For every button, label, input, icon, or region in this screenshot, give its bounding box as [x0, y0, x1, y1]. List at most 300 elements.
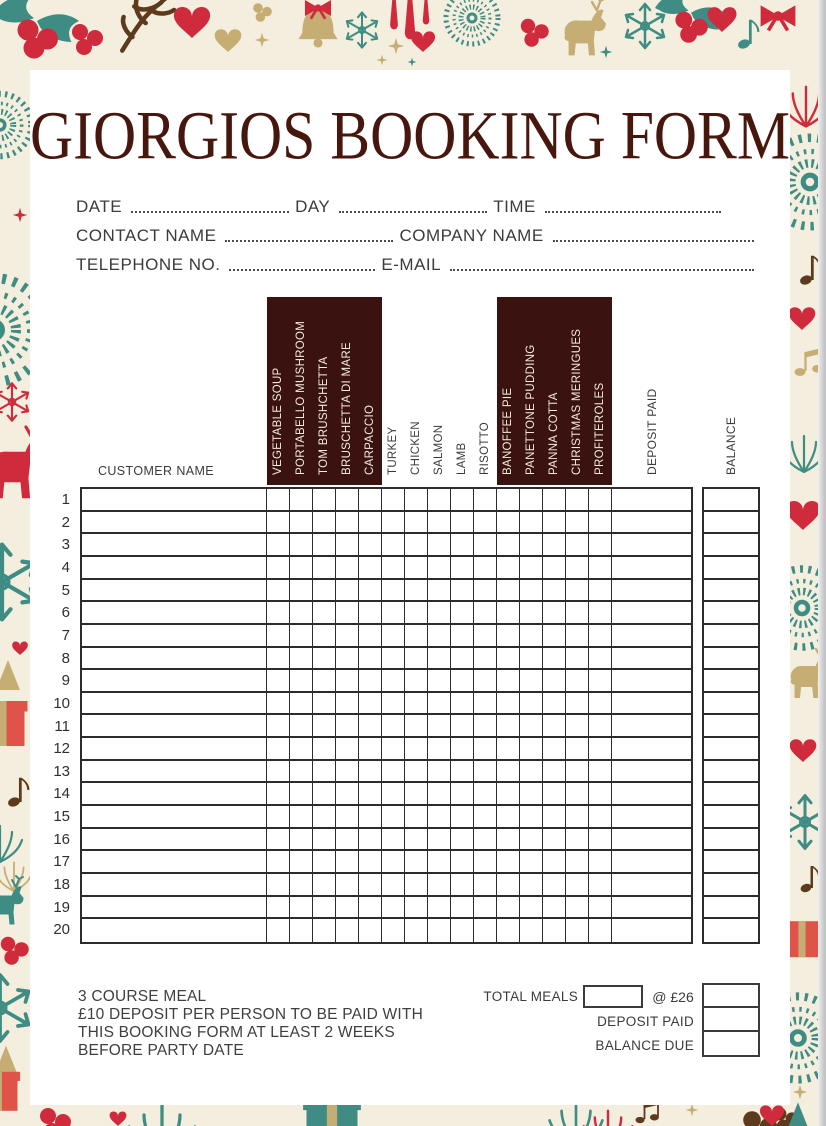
balance-cell[interactable]	[704, 738, 758, 761]
meal-select-cell[interactable]	[359, 534, 382, 557]
meal-select-cell[interactable]	[497, 874, 520, 897]
meal-select-cell[interactable]	[543, 761, 566, 784]
meal-select-cell[interactable]	[336, 648, 359, 671]
meal-select-cell[interactable]	[405, 602, 428, 625]
deposit-paid-box[interactable]	[704, 1008, 758, 1031]
meal-select-cell[interactable]	[267, 580, 290, 603]
meal-select-cell[interactable]	[313, 919, 336, 942]
meal-select-cell[interactable]	[451, 602, 474, 625]
meal-select-cell[interactable]	[543, 648, 566, 671]
meal-select-cell[interactable]	[497, 580, 520, 603]
customer-name-cell[interactable]	[82, 625, 267, 648]
deposit-paid-cell[interactable]	[612, 806, 691, 829]
deposit-paid-cell[interactable]	[612, 738, 691, 761]
meal-select-cell[interactable]	[520, 489, 543, 512]
meal-select-cell[interactable]	[451, 534, 474, 557]
meal-select-cell[interactable]	[313, 761, 336, 784]
meal-select-cell[interactable]	[428, 829, 451, 852]
meal-select-cell[interactable]	[267, 761, 290, 784]
meal-select-cell[interactable]	[520, 670, 543, 693]
customer-name-cell[interactable]	[82, 897, 267, 920]
meal-select-cell[interactable]	[428, 851, 451, 874]
meal-select-cell[interactable]	[566, 580, 589, 603]
meal-select-cell[interactable]	[497, 648, 520, 671]
deposit-paid-cell[interactable]	[612, 897, 691, 920]
meal-select-cell[interactable]	[543, 783, 566, 806]
customer-name-cell[interactable]	[82, 738, 267, 761]
meal-select-cell[interactable]	[589, 602, 612, 625]
meal-select-cell[interactable]	[543, 829, 566, 852]
meal-select-cell[interactable]	[451, 512, 474, 535]
deposit-paid-cell[interactable]	[612, 580, 691, 603]
meal-select-cell[interactable]	[405, 693, 428, 716]
meal-select-cell[interactable]	[520, 874, 543, 897]
meal-select-cell[interactable]	[543, 670, 566, 693]
meal-select-cell[interactable]	[543, 693, 566, 716]
meal-select-cell[interactable]	[428, 897, 451, 920]
meal-select-cell[interactable]	[520, 580, 543, 603]
total-amount-box[interactable]	[704, 985, 758, 1008]
customer-name-cell[interactable]	[82, 715, 267, 738]
meal-select-cell[interactable]	[451, 489, 474, 512]
meal-select-cell[interactable]	[405, 557, 428, 580]
meal-select-cell[interactable]	[520, 693, 543, 716]
meal-select-cell[interactable]	[267, 874, 290, 897]
meal-select-cell[interactable]	[267, 806, 290, 829]
meal-select-cell[interactable]	[451, 715, 474, 738]
meal-select-cell[interactable]	[543, 919, 566, 942]
meal-select-cell[interactable]	[451, 874, 474, 897]
meal-select-cell[interactable]	[267, 512, 290, 535]
meal-select-cell[interactable]	[405, 897, 428, 920]
meal-select-cell[interactable]	[497, 512, 520, 535]
meal-select-cell[interactable]	[382, 851, 405, 874]
meal-select-cell[interactable]	[405, 715, 428, 738]
meal-select-cell[interactable]	[428, 874, 451, 897]
meal-select-cell[interactable]	[313, 670, 336, 693]
meal-select-cell[interactable]	[267, 625, 290, 648]
meal-select-cell[interactable]	[589, 919, 612, 942]
meal-select-cell[interactable]	[497, 625, 520, 648]
meal-select-cell[interactable]	[313, 534, 336, 557]
balance-cell[interactable]	[704, 919, 758, 942]
meal-select-cell[interactable]	[520, 806, 543, 829]
meal-select-cell[interactable]	[520, 783, 543, 806]
meal-select-cell[interactable]	[267, 715, 290, 738]
meal-select-cell[interactable]	[520, 602, 543, 625]
meal-select-cell[interactable]	[474, 602, 497, 625]
meal-select-cell[interactable]	[520, 625, 543, 648]
balance-cell[interactable]	[704, 557, 758, 580]
meal-select-cell[interactable]	[405, 783, 428, 806]
meal-select-cell[interactable]	[336, 897, 359, 920]
contact-name-input-line[interactable]	[225, 238, 393, 242]
meal-select-cell[interactable]	[313, 648, 336, 671]
meal-select-cell[interactable]	[589, 580, 612, 603]
meal-select-cell[interactable]	[290, 829, 313, 852]
meal-select-cell[interactable]	[290, 783, 313, 806]
customer-name-cell[interactable]	[82, 489, 267, 512]
meal-select-cell[interactable]	[566, 648, 589, 671]
meal-select-cell[interactable]	[405, 648, 428, 671]
meal-select-cell[interactable]	[405, 670, 428, 693]
meal-select-cell[interactable]	[382, 670, 405, 693]
meal-select-cell[interactable]	[359, 919, 382, 942]
meal-select-cell[interactable]	[267, 851, 290, 874]
customer-name-cell[interactable]	[82, 829, 267, 852]
meal-select-cell[interactable]	[405, 534, 428, 557]
meal-select-cell[interactable]	[359, 806, 382, 829]
meal-select-cell[interactable]	[405, 919, 428, 942]
meal-select-cell[interactable]	[405, 874, 428, 897]
deposit-paid-cell[interactable]	[612, 670, 691, 693]
meal-select-cell[interactable]	[520, 829, 543, 852]
meal-select-cell[interactable]	[474, 693, 497, 716]
balance-cell[interactable]	[704, 693, 758, 716]
email-input-line[interactable]	[450, 267, 754, 271]
meal-select-cell[interactable]	[589, 625, 612, 648]
meal-select-cell[interactable]	[290, 534, 313, 557]
meal-select-cell[interactable]	[382, 897, 405, 920]
meal-select-cell[interactable]	[405, 829, 428, 852]
customer-name-cell[interactable]	[82, 693, 267, 716]
meal-select-cell[interactable]	[474, 874, 497, 897]
meal-select-cell[interactable]	[474, 806, 497, 829]
deposit-paid-cell[interactable]	[612, 693, 691, 716]
meal-select-cell[interactable]	[336, 806, 359, 829]
meal-select-cell[interactable]	[589, 897, 612, 920]
meal-select-cell[interactable]	[382, 489, 405, 512]
meal-select-cell[interactable]	[382, 648, 405, 671]
meal-select-cell[interactable]	[428, 512, 451, 535]
meal-select-cell[interactable]	[359, 625, 382, 648]
meal-select-cell[interactable]	[382, 761, 405, 784]
meal-select-cell[interactable]	[497, 534, 520, 557]
meal-select-cell[interactable]	[543, 580, 566, 603]
meal-select-cell[interactable]	[267, 897, 290, 920]
meal-select-cell[interactable]	[359, 783, 382, 806]
meal-select-cell[interactable]	[336, 489, 359, 512]
meal-select-cell[interactable]	[451, 919, 474, 942]
meal-select-cell[interactable]	[290, 919, 313, 942]
meal-select-cell[interactable]	[405, 489, 428, 512]
meal-select-cell[interactable]	[336, 693, 359, 716]
customer-name-cell[interactable]	[82, 670, 267, 693]
meal-select-cell[interactable]	[497, 602, 520, 625]
deposit-paid-cell[interactable]	[612, 648, 691, 671]
meal-select-cell[interactable]	[589, 648, 612, 671]
meal-select-cell[interactable]	[474, 851, 497, 874]
deposit-paid-cell[interactable]	[612, 489, 691, 512]
meal-select-cell[interactable]	[382, 557, 405, 580]
meal-select-cell[interactable]	[520, 738, 543, 761]
meal-select-cell[interactable]	[359, 602, 382, 625]
meal-select-cell[interactable]	[359, 670, 382, 693]
meal-select-cell[interactable]	[497, 783, 520, 806]
meal-select-cell[interactable]	[474, 761, 497, 784]
date-input-line[interactable]	[131, 209, 289, 213]
deposit-paid-cell[interactable]	[612, 829, 691, 852]
meal-select-cell[interactable]	[474, 648, 497, 671]
meal-select-cell[interactable]	[313, 829, 336, 852]
meal-select-cell[interactable]	[543, 738, 566, 761]
meal-select-cell[interactable]	[451, 851, 474, 874]
meal-select-cell[interactable]	[267, 670, 290, 693]
meal-select-cell[interactable]	[267, 602, 290, 625]
meal-select-cell[interactable]	[359, 512, 382, 535]
balance-cell[interactable]	[704, 715, 758, 738]
meal-select-cell[interactable]	[451, 693, 474, 716]
meal-select-cell[interactable]	[336, 512, 359, 535]
meal-select-cell[interactable]	[451, 897, 474, 920]
meal-select-cell[interactable]	[474, 625, 497, 648]
meal-select-cell[interactable]	[543, 806, 566, 829]
meal-select-cell[interactable]	[589, 761, 612, 784]
meal-select-cell[interactable]	[589, 738, 612, 761]
meal-select-cell[interactable]	[589, 489, 612, 512]
meal-select-cell[interactable]	[290, 874, 313, 897]
meal-select-cell[interactable]	[543, 602, 566, 625]
meal-select-cell[interactable]	[336, 829, 359, 852]
deposit-paid-cell[interactable]	[612, 919, 691, 942]
meal-select-cell[interactable]	[566, 738, 589, 761]
deposit-paid-cell[interactable]	[612, 715, 691, 738]
meal-select-cell[interactable]	[313, 874, 336, 897]
balance-cell[interactable]	[704, 625, 758, 648]
meal-select-cell[interactable]	[497, 806, 520, 829]
meal-select-cell[interactable]	[589, 512, 612, 535]
meal-select-cell[interactable]	[290, 625, 313, 648]
meal-select-cell[interactable]	[336, 874, 359, 897]
company-name-input-line[interactable]	[553, 238, 754, 242]
meal-select-cell[interactable]	[451, 829, 474, 852]
meal-select-cell[interactable]	[451, 738, 474, 761]
meal-select-cell[interactable]	[313, 806, 336, 829]
meal-select-cell[interactable]	[474, 580, 497, 603]
meal-select-cell[interactable]	[566, 761, 589, 784]
meal-select-cell[interactable]	[589, 851, 612, 874]
meal-select-cell[interactable]	[267, 783, 290, 806]
meal-select-cell[interactable]	[451, 806, 474, 829]
meal-select-cell[interactable]	[566, 557, 589, 580]
meal-select-cell[interactable]	[566, 512, 589, 535]
meal-select-cell[interactable]	[428, 693, 451, 716]
meal-select-cell[interactable]	[520, 919, 543, 942]
meal-select-cell[interactable]	[497, 897, 520, 920]
deposit-paid-cell[interactable]	[612, 625, 691, 648]
meal-select-cell[interactable]	[405, 738, 428, 761]
meal-select-cell[interactable]	[497, 829, 520, 852]
meal-select-cell[interactable]	[290, 557, 313, 580]
meal-select-cell[interactable]	[359, 829, 382, 852]
meal-select-cell[interactable]	[336, 851, 359, 874]
deposit-paid-cell[interactable]	[612, 534, 691, 557]
customer-name-cell[interactable]	[82, 534, 267, 557]
meal-select-cell[interactable]	[428, 715, 451, 738]
meal-select-cell[interactable]	[290, 580, 313, 603]
meal-select-cell[interactable]	[428, 670, 451, 693]
meal-select-cell[interactable]	[405, 625, 428, 648]
meal-select-cell[interactable]	[359, 580, 382, 603]
meal-select-cell[interactable]	[543, 625, 566, 648]
meal-select-cell[interactable]	[589, 715, 612, 738]
deposit-paid-cell[interactable]	[612, 761, 691, 784]
meal-select-cell[interactable]	[543, 489, 566, 512]
meal-select-cell[interactable]	[405, 580, 428, 603]
meal-select-cell[interactable]	[520, 761, 543, 784]
meal-select-cell[interactable]	[405, 512, 428, 535]
meal-select-cell[interactable]	[290, 670, 313, 693]
meal-select-cell[interactable]	[474, 783, 497, 806]
balance-cell[interactable]	[704, 874, 758, 897]
meal-select-cell[interactable]	[336, 919, 359, 942]
meal-select-cell[interactable]	[290, 806, 313, 829]
meal-select-cell[interactable]	[566, 897, 589, 920]
customer-name-cell[interactable]	[82, 557, 267, 580]
meal-select-cell[interactable]	[543, 512, 566, 535]
balance-due-box[interactable]	[704, 1032, 758, 1055]
meal-select-cell[interactable]	[290, 512, 313, 535]
meal-select-cell[interactable]	[497, 761, 520, 784]
meal-select-cell[interactable]	[474, 670, 497, 693]
meal-select-cell[interactable]	[405, 806, 428, 829]
meal-select-cell[interactable]	[290, 738, 313, 761]
balance-cell[interactable]	[704, 829, 758, 852]
meal-select-cell[interactable]	[589, 806, 612, 829]
meal-select-cell[interactable]	[313, 625, 336, 648]
meal-select-cell[interactable]	[382, 715, 405, 738]
meal-select-cell[interactable]	[359, 648, 382, 671]
meal-select-cell[interactable]	[359, 693, 382, 716]
meal-select-cell[interactable]	[543, 557, 566, 580]
meal-select-cell[interactable]	[451, 783, 474, 806]
meal-select-cell[interactable]	[382, 806, 405, 829]
meal-select-cell[interactable]	[336, 761, 359, 784]
meal-select-cell[interactable]	[543, 874, 566, 897]
meal-select-cell[interactable]	[474, 512, 497, 535]
meal-select-cell[interactable]	[336, 670, 359, 693]
meal-select-cell[interactable]	[520, 534, 543, 557]
meal-select-cell[interactable]	[267, 919, 290, 942]
meal-select-cell[interactable]	[474, 829, 497, 852]
deposit-paid-cell[interactable]	[612, 874, 691, 897]
meal-select-cell[interactable]	[451, 670, 474, 693]
meal-select-cell[interactable]	[336, 715, 359, 738]
meal-select-cell[interactable]	[566, 670, 589, 693]
meal-select-cell[interactable]	[589, 693, 612, 716]
meal-select-cell[interactable]	[382, 580, 405, 603]
meal-select-cell[interactable]	[566, 851, 589, 874]
meal-select-cell[interactable]	[313, 783, 336, 806]
deposit-paid-cell[interactable]	[612, 602, 691, 625]
customer-name-cell[interactable]	[82, 602, 267, 625]
meal-select-cell[interactable]	[474, 534, 497, 557]
customer-name-cell[interactable]	[82, 761, 267, 784]
meal-select-cell[interactable]	[336, 602, 359, 625]
meal-select-cell[interactable]	[589, 829, 612, 852]
meal-select-cell[interactable]	[451, 761, 474, 784]
customer-name-cell[interactable]	[82, 648, 267, 671]
meal-select-cell[interactable]	[313, 715, 336, 738]
meal-select-cell[interactable]	[359, 489, 382, 512]
meal-select-cell[interactable]	[313, 897, 336, 920]
meal-select-cell[interactable]	[336, 580, 359, 603]
balance-cell[interactable]	[704, 489, 758, 512]
balance-cell[interactable]	[704, 512, 758, 535]
meal-select-cell[interactable]	[428, 625, 451, 648]
meal-select-cell[interactable]	[290, 851, 313, 874]
customer-name-cell[interactable]	[82, 783, 267, 806]
meal-select-cell[interactable]	[313, 512, 336, 535]
meal-select-cell[interactable]	[497, 851, 520, 874]
meal-select-cell[interactable]	[428, 489, 451, 512]
meal-select-cell[interactable]	[428, 806, 451, 829]
meal-select-cell[interactable]	[497, 557, 520, 580]
meal-select-cell[interactable]	[474, 715, 497, 738]
meal-select-cell[interactable]	[359, 874, 382, 897]
meal-select-cell[interactable]	[382, 829, 405, 852]
meal-select-cell[interactable]	[313, 851, 336, 874]
meal-select-cell[interactable]	[497, 693, 520, 716]
meal-select-cell[interactable]	[382, 783, 405, 806]
meal-select-cell[interactable]	[290, 715, 313, 738]
meal-select-cell[interactable]	[566, 625, 589, 648]
balance-cell[interactable]	[704, 806, 758, 829]
meal-select-cell[interactable]	[474, 489, 497, 512]
meal-select-cell[interactable]	[566, 806, 589, 829]
meal-select-cell[interactable]	[428, 557, 451, 580]
meal-select-cell[interactable]	[382, 919, 405, 942]
meal-select-cell[interactable]	[428, 919, 451, 942]
meal-select-cell[interactable]	[359, 761, 382, 784]
balance-cell[interactable]	[704, 783, 758, 806]
deposit-paid-cell[interactable]	[612, 557, 691, 580]
time-input-line[interactable]	[545, 209, 721, 213]
meal-select-cell[interactable]	[451, 580, 474, 603]
meal-select-cell[interactable]	[497, 919, 520, 942]
telephone-input-line[interactable]	[229, 267, 375, 271]
balance-cell[interactable]	[704, 648, 758, 671]
meal-select-cell[interactable]	[566, 829, 589, 852]
meal-select-cell[interactable]	[267, 489, 290, 512]
meal-select-cell[interactable]	[520, 648, 543, 671]
meal-select-cell[interactable]	[589, 534, 612, 557]
meal-select-cell[interactable]	[313, 557, 336, 580]
meal-select-cell[interactable]	[474, 557, 497, 580]
meal-select-cell[interactable]	[267, 693, 290, 716]
meal-select-cell[interactable]	[428, 738, 451, 761]
meal-select-cell[interactable]	[313, 602, 336, 625]
meal-select-cell[interactable]	[359, 897, 382, 920]
meal-select-cell[interactable]	[267, 557, 290, 580]
customer-name-cell[interactable]	[82, 874, 267, 897]
meal-select-cell[interactable]	[589, 670, 612, 693]
meal-select-cell[interactable]	[520, 557, 543, 580]
meal-select-cell[interactable]	[474, 738, 497, 761]
balance-cell[interactable]	[704, 602, 758, 625]
meal-select-cell[interactable]	[359, 557, 382, 580]
meal-select-cell[interactable]	[382, 738, 405, 761]
customer-name-cell[interactable]	[82, 851, 267, 874]
meal-select-cell[interactable]	[566, 919, 589, 942]
meal-select-cell[interactable]	[313, 738, 336, 761]
meal-select-cell[interactable]	[428, 783, 451, 806]
balance-cell[interactable]	[704, 580, 758, 603]
balance-cell[interactable]	[704, 761, 758, 784]
meal-select-cell[interactable]	[428, 761, 451, 784]
meal-select-cell[interactable]	[313, 489, 336, 512]
customer-name-cell[interactable]	[82, 580, 267, 603]
